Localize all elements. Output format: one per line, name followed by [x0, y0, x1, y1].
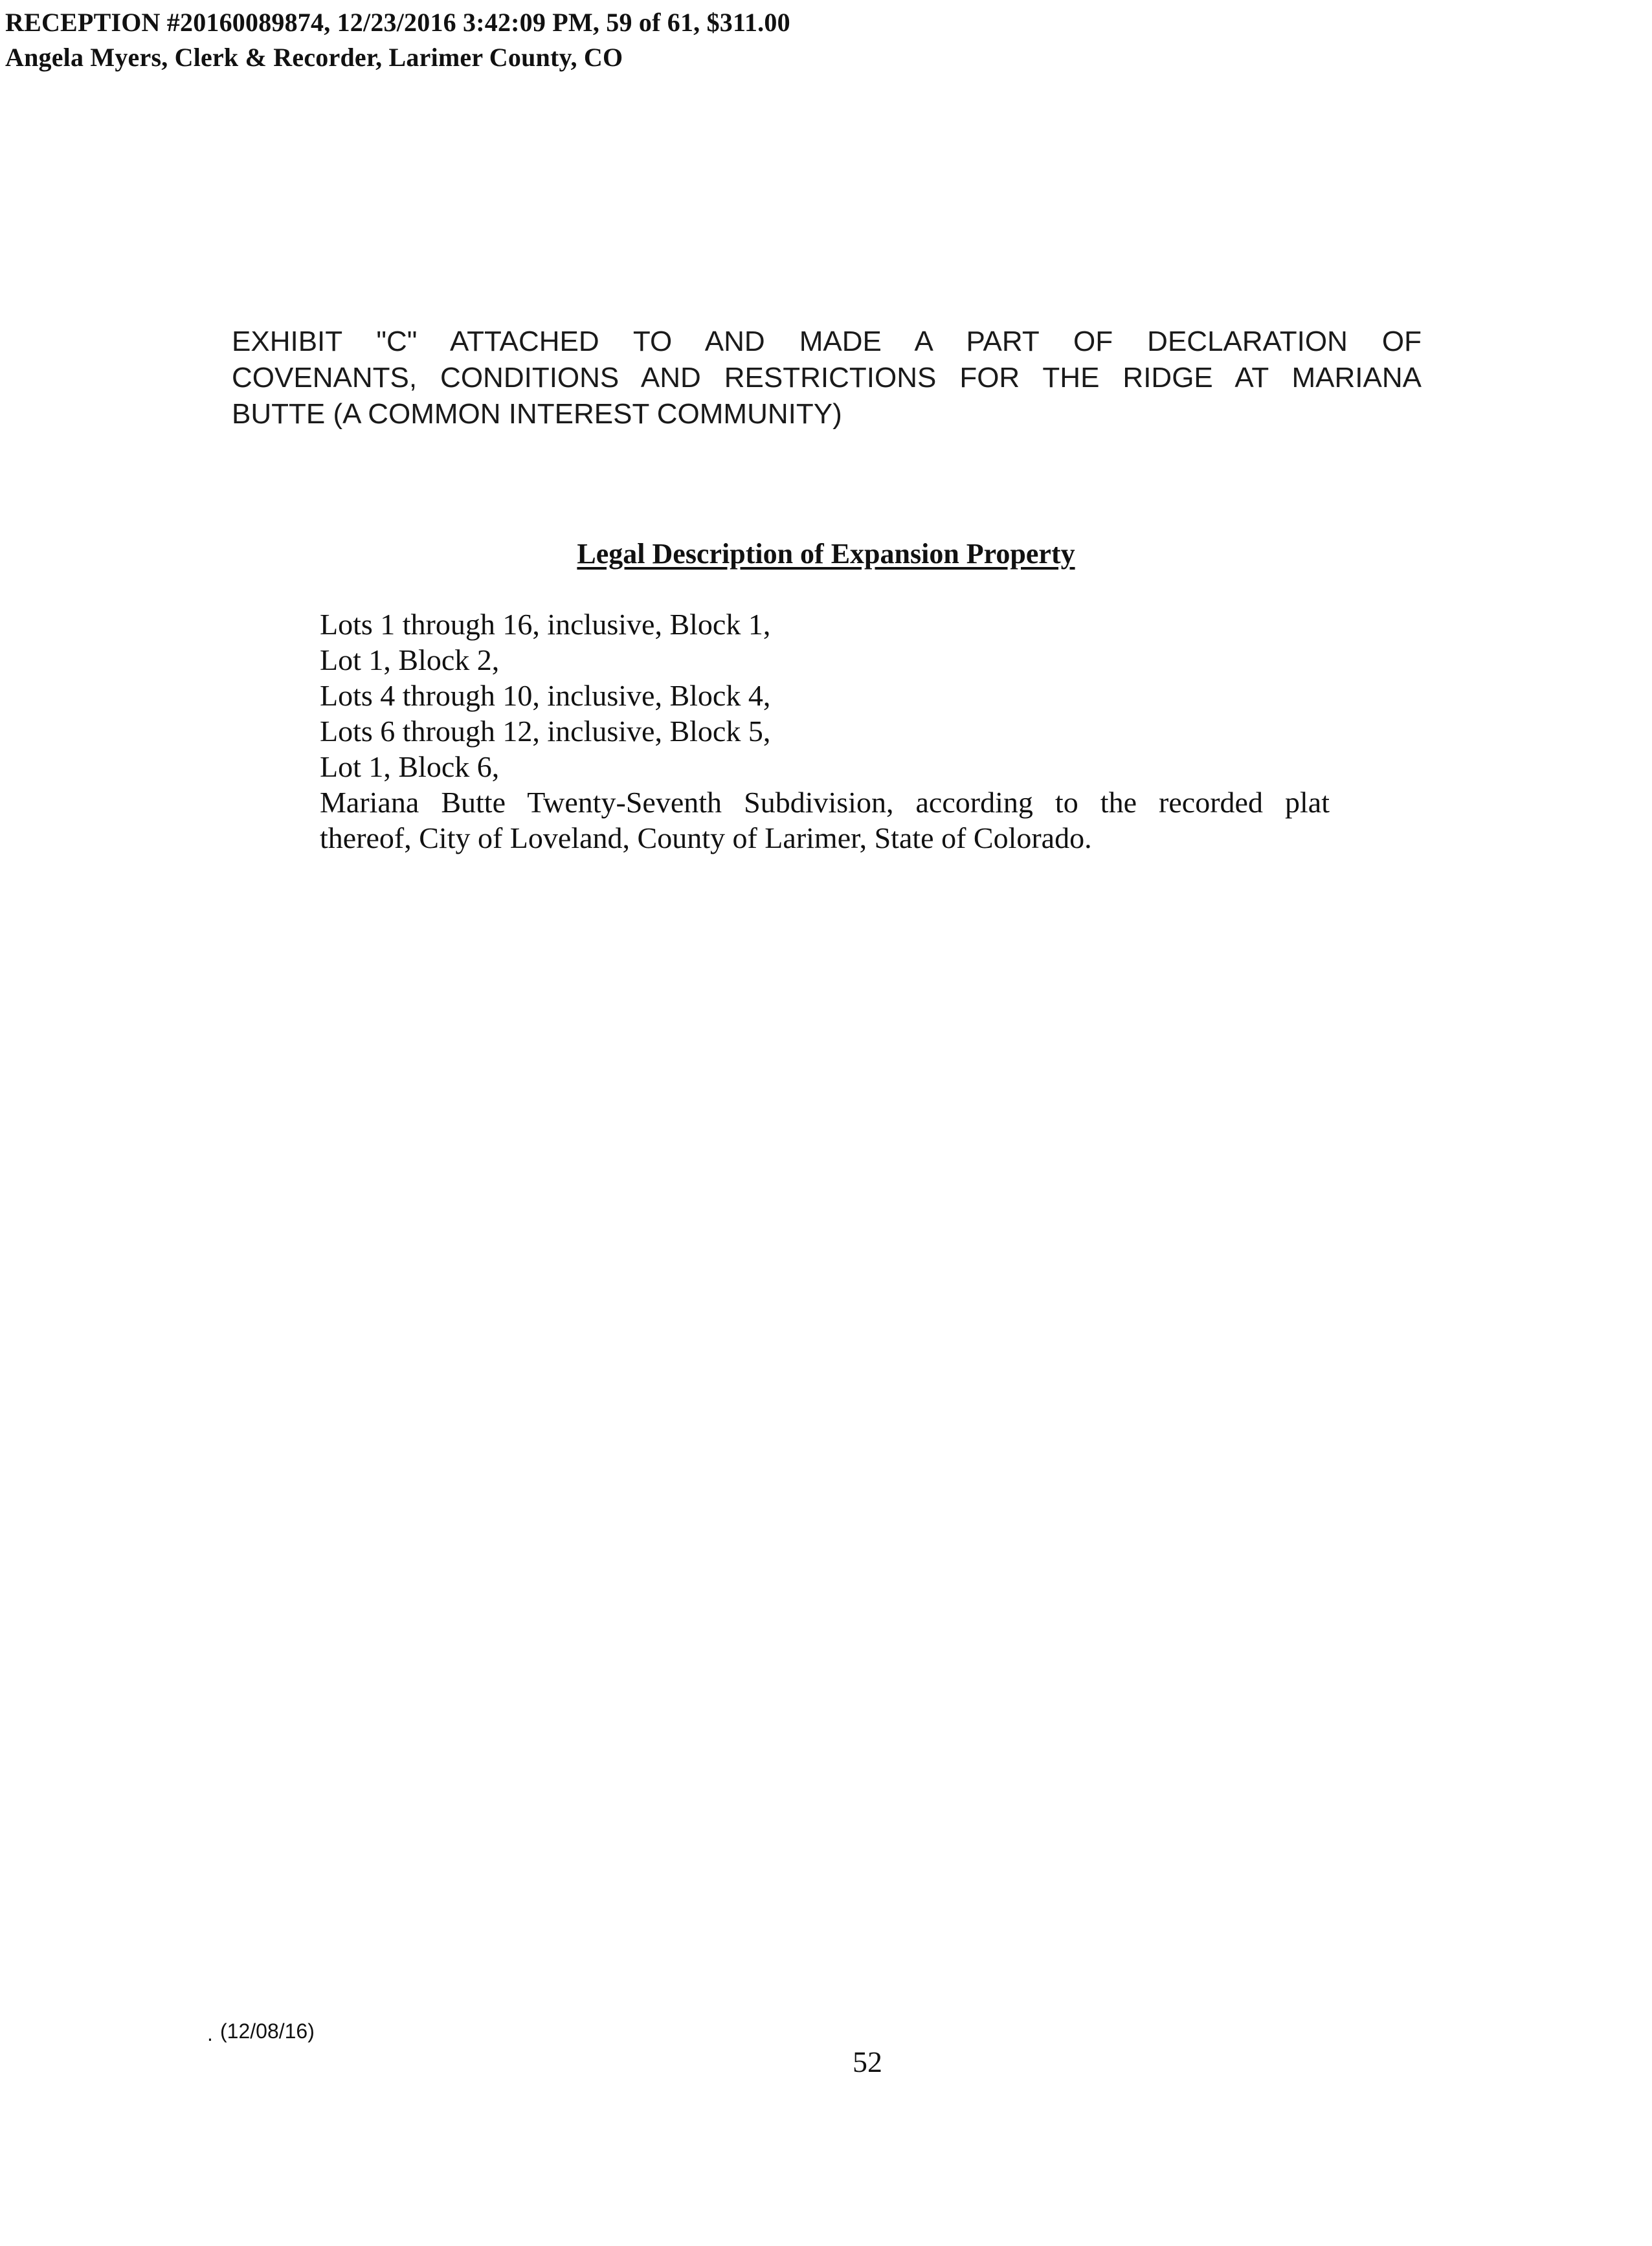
- exhibit-title-line-3: BUTTE (A COMMON INTEREST COMMUNITY): [232, 398, 842, 430]
- exhibit-title: [232, 324, 1422, 432]
- subdivision-line-1: Mariana Butte Twenty-Seventh Subdivision, according to the recorded plat: [320, 786, 1330, 819]
- legal-line: Lot 1, Block 2,: [320, 643, 500, 676]
- subdivision-line-2: thereof, City of Loveland, County of Larimer, State of Colorado.: [320, 821, 1092, 854]
- recording-stamp-line-1: RECEPTION #20160089874, 12/23/2016 3:42:09 PM, 59 of 61, $311.00: [5, 8, 790, 37]
- footer-mark: .: [207, 2022, 213, 2045]
- footer-date: (12/08/16): [220, 2019, 315, 2043]
- legal-line: Lots 1 through 16, inclusive, Block 1,: [320, 608, 771, 641]
- section-heading: Legal Description of Expansion Property: [577, 538, 1075, 570]
- legal-line: Lot 1, Block 6,: [320, 750, 500, 783]
- legal-line: Lots 6 through 12, inclusive, Block 5,: [320, 715, 771, 748]
- page-number: 52: [853, 2045, 882, 2078]
- exhibit-title-line-2: COVENANTS, CONDITIONS AND RESTRICTIONS FOR THE RIDGE AT MARIANA: [232, 362, 1422, 394]
- recording-stamp-line-2: Angela Myers, Clerk & Recorder, Larimer County, CO: [5, 43, 623, 72]
- exhibit-title-line-1: EXHIBIT "C" ATTACHED TO AND MADE A PART OF DECLARATION OF: [232, 326, 1422, 357]
- legal-line: Lots 4 through 10, inclusive, Block 4,: [320, 679, 771, 712]
- recording-stamp: [5, 5, 790, 75]
- legal-description: [320, 606, 1330, 856]
